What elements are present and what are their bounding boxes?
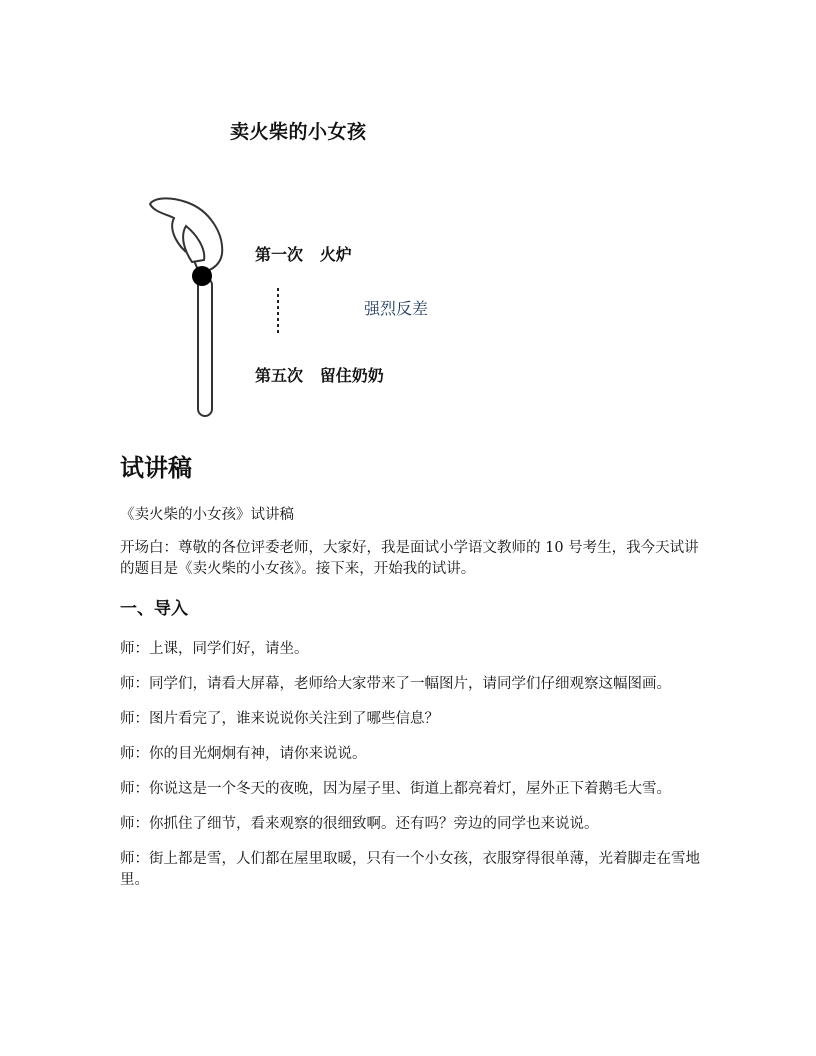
label-first-time: 第一次 火炉 <box>255 245 352 264</box>
document-subtitle: 《卖火柴的小女孩》试讲稿 <box>120 507 294 523</box>
dotted-divider <box>272 286 284 338</box>
label-contrast: 强烈反差 <box>364 299 429 318</box>
label-fifth-time: 第五次 留住奶奶 <box>255 366 384 385</box>
dialogue-line: 师：图片看完了，谁来说说你关注到了哪些信息？ <box>120 711 439 727</box>
document-body <box>120 505 700 905</box>
dialogue-line: 师：上课，同学们好，请坐。 <box>120 641 309 657</box>
dialogue-line: 师：你说这是一个冬天的夜晚，因为屋子里、街道上都亮着灯，屋外正下着鹅毛大雪。 <box>120 781 671 797</box>
opening-paragraph: 开场白：尊敬的各位评委老师，大家好，我是面试小学语文教师的 10 号考生，我今天试讲的题目是《卖火柴的小女孩》。接下来，开始我的试讲。 <box>120 540 699 577</box>
dialogue-line: 师：你抓住了细节，看来观察的很细致啊。还有吗？旁边的同学也来说说。 <box>120 816 599 832</box>
board-title: 卖火柴的小女孩 <box>230 121 367 143</box>
heading-intro: 一、导入 <box>120 599 188 619</box>
dialogue-line: 师：同学们，请看大屏幕，老师给大家带来了一幅图片，请同学们仔细观察这幅图画。 <box>120 676 671 692</box>
section-title: 试讲稿 <box>120 453 192 482</box>
matchstick-icon <box>140 190 240 422</box>
dialogue-line: 师：街上都是雪，人们都在屋里取暖，只有一个小女孩，衣服穿得很单薄，光着脚走在雪地里。 <box>120 851 700 888</box>
dialogue-line: 师：你的目光炯炯有神，请你来说说。 <box>120 746 367 762</box>
